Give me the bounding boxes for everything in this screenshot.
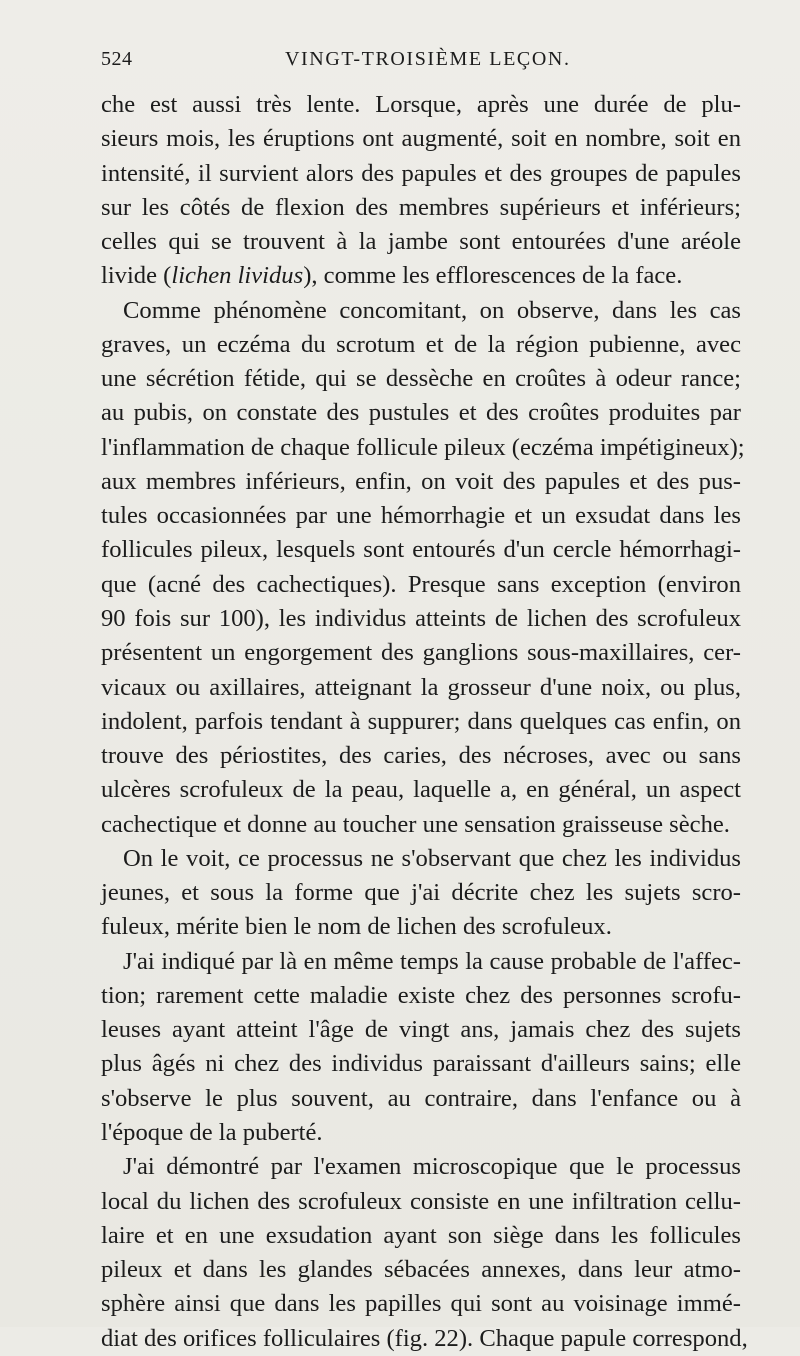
- text-line: tion; rarement cette maladie existe chez des personnes scrofu-: [101, 981, 741, 1009]
- text-line: vicaux ou axillaires, atteignant la grosseur d'une noix, ou plus,: [101, 673, 741, 701]
- text-line: présentent un engorgement des ganglions sous-maxillaires, cer-: [101, 639, 741, 667]
- text-line: au pubis, on constate des pustules et des croûtes produites par: [101, 399, 741, 427]
- text-line: une sécrétion fétide, qui se dessèche en croûtes à odeur rance;: [101, 365, 741, 393]
- text-line: leuses ayant atteint l'âge de vingt ans, jamais chez des sujets: [101, 1016, 741, 1044]
- text-line: J'ai indiqué par là en même temps la cause probable de l'affec-: [123, 947, 741, 975]
- text-line: pileux et dans les glandes sébacées annexes, dans leur atmo-: [101, 1256, 741, 1284]
- text-line: fuleux, mérite bien le nom de lichen des scrofuleux.: [101, 913, 612, 941]
- text-line: jeunes, et sous la forme que j'ai décrite chez les sujets scro-: [101, 879, 741, 907]
- text-line: l'époque de la puberté.: [101, 1118, 323, 1146]
- text-line: trouve des périostites, des caries, des nécroses, avec ou sans: [101, 742, 741, 770]
- text-line: diat des orifices folliculaires (fig. 22). Chaque papule correspond,: [101, 1324, 748, 1352]
- text-line: follicules pileux, lesquels sont entourés d'un cercle hémorrhagi-: [101, 536, 741, 564]
- text-line-italic-mixed: livide (lichen lividus), comme les efflorescences de la face.: [101, 262, 683, 290]
- text-line: indolent, parfois tendant à suppurer; dans quelques cas enfin, on: [101, 707, 741, 735]
- text-line: aux membres inférieurs, enfin, on voit des papules et des pus-: [101, 467, 741, 495]
- page-number: 524: [101, 48, 133, 70]
- paragraph: [101, 88, 741, 294]
- text-line: sur les côtés de flexion des membres supérieurs et inférieurs;: [101, 193, 741, 221]
- text-line: l'inflammation de chaque follicule pileux (eczéma impétigineux);: [101, 433, 745, 461]
- text-line: cachectique et donne au toucher une sensation graisseuse sèche.: [101, 810, 730, 838]
- text-line: local du lichen des scrofuleux consiste en une infiltration cellu-: [101, 1187, 741, 1215]
- text-line: intensité, il survient alors des papules et des groupes de papules: [101, 159, 741, 187]
- text-line: On le voit, ce processus ne s'observant que chez les individus: [123, 844, 741, 872]
- text-line: Comme phénomène concomitant, on observe, dans les cas: [123, 296, 741, 324]
- text-line: sphère ainsi que dans les papilles qui sont au voisinage immé-: [101, 1290, 741, 1318]
- italic-term: lichen lividus: [171, 262, 304, 290]
- running-title: VINGT-TROISIÈME LEÇON.: [285, 48, 571, 70]
- body-text: [101, 88, 748, 1356]
- text-line: s'observe le plus souvent, au contraire, dans l'enfance ou à: [101, 1084, 741, 1112]
- text-line: J'ai démontré par l'examen microscopique que le processus: [123, 1153, 741, 1181]
- text-line: che est aussi très lente. Lorsque, après une durée de plu-: [101, 91, 741, 118]
- paragraph: [101, 1150, 748, 1356]
- text-line: 90 fois sur 100), les individus atteints de lichen des scrofuleux: [101, 604, 741, 632]
- text-line: ulcères scrofuleux de la peau, laquelle a, en général, un aspect: [101, 776, 741, 804]
- paragraph: [101, 294, 745, 842]
- text-line: sieurs mois, les éruptions ont augmenté, soit en nombre, soit en: [101, 125, 741, 153]
- text-line: que (acné des cachectiques). Presque sans exception (environ: [101, 570, 741, 598]
- paragraph: [101, 842, 741, 945]
- text-line: laire et en une exsudation ayant son siège dans les follicules: [101, 1221, 741, 1249]
- paragraph: [101, 945, 741, 1151]
- page-header: [101, 48, 741, 78]
- text-line: tules occasionnées par une hémorrhagie et un exsudat dans les: [101, 502, 741, 530]
- text-line: graves, un eczéma du scrotum et de la région pubienne, avec: [101, 330, 741, 358]
- text-line: plus âgés ni chez des individus paraissant d'ailleurs sains; elle: [101, 1050, 741, 1078]
- text-line: celles qui se trouvent à la jambe sont entourées d'une aréole: [101, 228, 741, 256]
